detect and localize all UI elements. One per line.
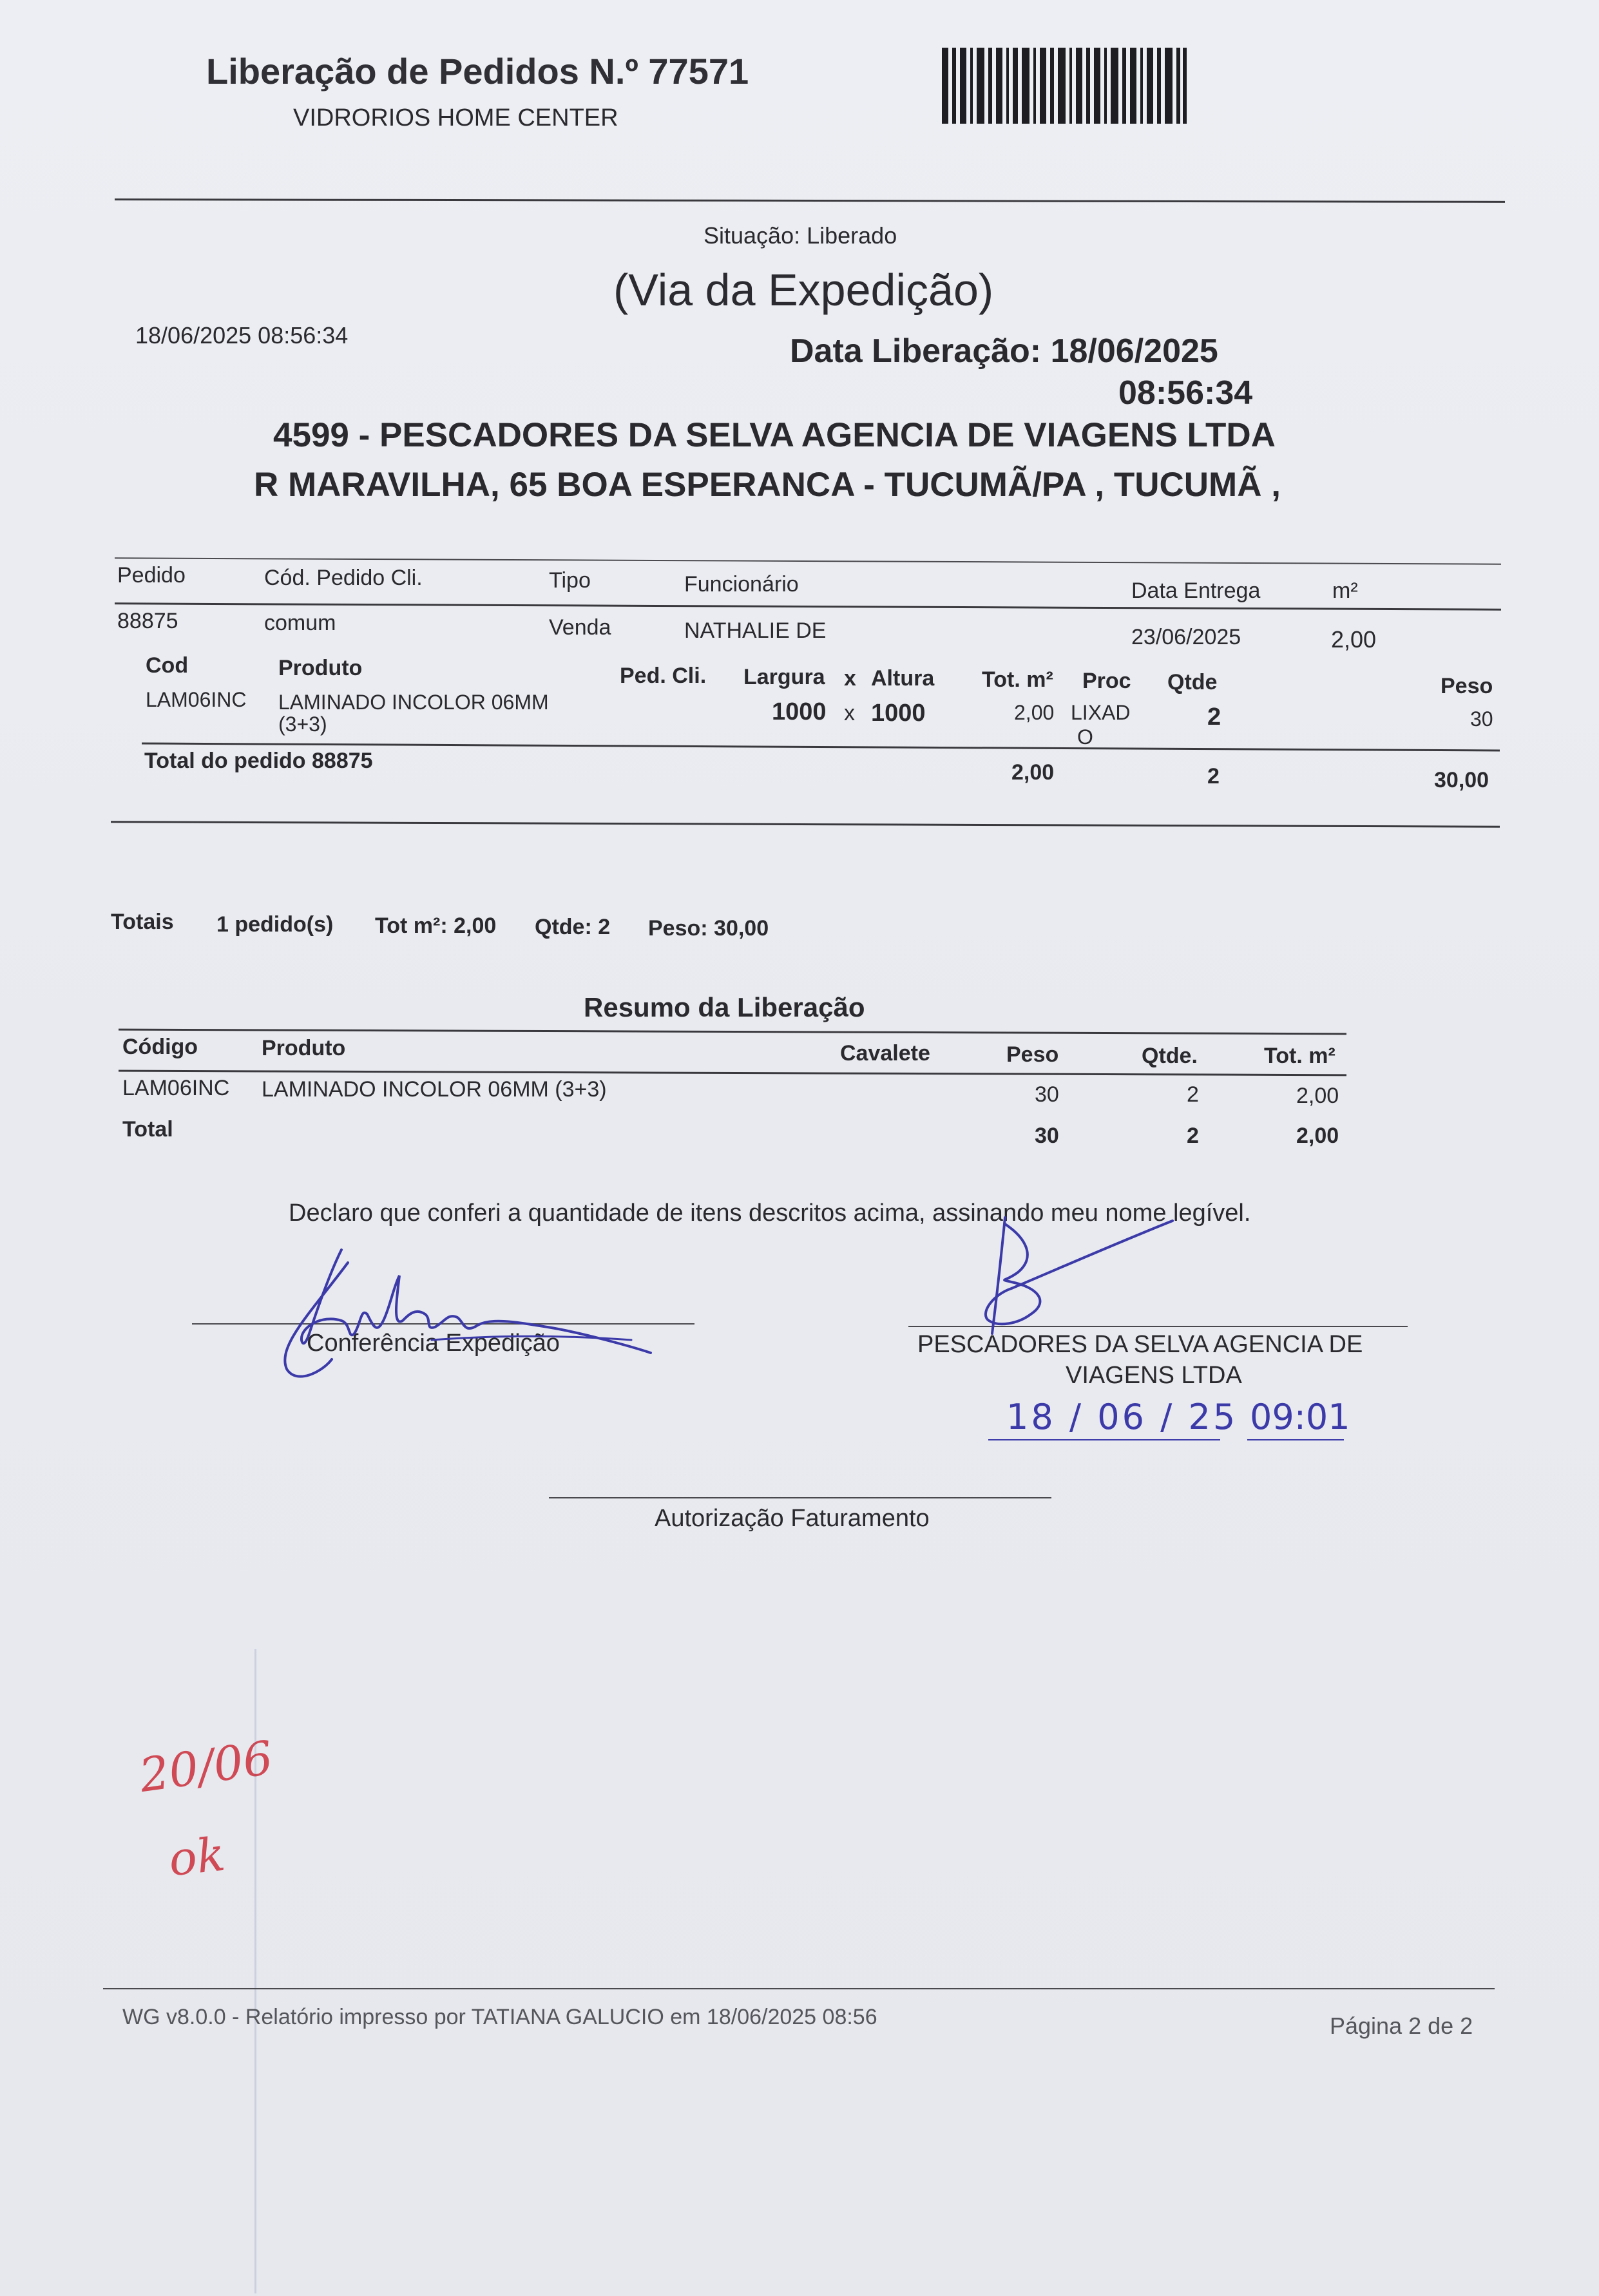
barcode	[942, 48, 1187, 124]
customer-address: R MARAVILHA, 65 BOA ESPERANCA - TUCUMÃ/PA , TUCUMÃ ,	[254, 466, 1281, 504]
summary-top-rule	[119, 1029, 1346, 1035]
header-divider	[115, 198, 1505, 203]
item-proc-line1: LIXAD	[1071, 701, 1131, 724]
order-m2: 2,00	[1331, 626, 1377, 653]
copy-label: (Via da Expedição)	[613, 265, 994, 315]
status-line: Situação: Liberado	[704, 222, 897, 249]
item-x: x	[844, 701, 855, 725]
order-pedido: 88875	[117, 609, 178, 633]
company-name: VIDRORIOS HOME CENTER	[293, 104, 618, 131]
left-signature-label: Conferência Expedição	[307, 1330, 560, 1357]
billing-label: Autorização Faturamento	[655, 1505, 930, 1532]
release-date: Data Liberação: 18/06/2025	[790, 332, 1218, 370]
item-header-proc: Proc	[1082, 669, 1131, 693]
summary-total-qtde: 2	[1187, 1124, 1199, 1148]
declaration-text: Declaro que conferi a quantidade de itens descritos acima, assinando meu nome legível.	[289, 1200, 1251, 1227]
summary-produto: LAMINADO INCOLOR 06MM (3+3)	[262, 1077, 607, 1102]
summary-qtde: 2	[1187, 1082, 1199, 1107]
item-header-cod: Cod	[146, 653, 189, 678]
customer-name: 4599 - PESCADORES DA SELVA AGENCIA DE VIAGENS LTDA	[273, 416, 1276, 454]
col-header-m2: m²	[1332, 579, 1358, 603]
item-altura: 1000	[871, 700, 926, 727]
totals-label: Totais	[111, 910, 174, 934]
totals-pedidos: 1 pedido(s)	[216, 912, 334, 937]
summary-tot-m2: 2,00	[1296, 1084, 1339, 1108]
item-header-produto: Produto	[278, 656, 363, 680]
summary-total-label: Total	[122, 1117, 173, 1142]
paper-fold-line	[254, 1649, 256, 2293]
handwritten-time: 09:01	[1250, 1397, 1350, 1437]
summary-total-tot-m2: 2,00	[1296, 1124, 1339, 1148]
item-header-altura: Altura	[871, 666, 935, 691]
col-header-funcionario: Funcionário	[684, 572, 799, 597]
item-header-largura: Largura	[743, 665, 825, 689]
summary-header-produto: Produto	[262, 1036, 346, 1060]
totals-qtde: Qtde: 2	[535, 915, 611, 939]
item-produto-line2: (3+3)	[278, 713, 327, 736]
summary-title: Resumo da Liberação	[584, 992, 865, 1022]
totals-peso: Peso: 30,00	[648, 916, 769, 941]
col-header-tipo: Tipo	[549, 568, 591, 593]
left-handwritten-signature	[271, 1237, 657, 1385]
release-time: 08:56:34	[1118, 374, 1253, 412]
summary-header-tot-m2: Tot. m²	[1264, 1044, 1336, 1068]
handwritten-time-underline	[1247, 1439, 1344, 1440]
footer-page: Página 2 de 2	[1330, 2013, 1473, 2039]
item-produto-line1: LAMINADO INCOLOR 06MM	[278, 691, 549, 714]
item-total-qtde: 2	[1207, 764, 1220, 789]
item-largura: 1000	[772, 698, 827, 725]
item-header-qtde: Qtde	[1167, 670, 1218, 694]
item-total-tot-m2: 2,00	[1011, 760, 1055, 785]
right-handwritten-signature	[966, 1211, 1179, 1346]
order-section-bottom	[111, 821, 1500, 828]
order-table-header-rule	[115, 602, 1501, 610]
handwritten-date: 18 / 06 / 25	[1006, 1397, 1238, 1437]
summary-header-cavalete: Cavalete	[840, 1041, 930, 1066]
item-total-label: Total do pedido 88875	[144, 749, 373, 773]
item-header-tot-m2: Tot. m²	[982, 667, 1053, 692]
footer-left: WG v8.0.0 - Relatório impresso por TATIANA GALUCIO em 18/06/2025 08:56	[122, 2005, 877, 2029]
summary-total-peso: 30	[1035, 1124, 1059, 1148]
summary-header-peso: Peso	[1006, 1042, 1059, 1067]
handwritten-date-underline	[988, 1439, 1220, 1440]
col-header-data-entrega: Data Entrega	[1131, 579, 1261, 603]
summary-codigo: LAM06INC	[122, 1076, 230, 1100]
item-header-ped-cli: Ped. Cli.	[620, 664, 707, 688]
margin-note-ok: ok	[166, 1826, 228, 1887]
order-funcionario: NATHALIE DE	[684, 618, 827, 643]
order-table-top	[115, 557, 1501, 564]
billing-signature-line	[549, 1497, 1051, 1498]
col-header-pedido: Pedido	[117, 563, 186, 588]
item-qtde: 2	[1207, 703, 1221, 731]
order-tipo: Venda	[549, 615, 611, 640]
summary-header-qtde: Qtde.	[1142, 1044, 1198, 1068]
print-datetime: 18/06/2025 08:56:34	[135, 322, 349, 349]
summary-peso: 30	[1035, 1082, 1059, 1107]
col-header-cod-pedido-cli: Cód. Pedido Cli.	[264, 566, 423, 590]
margin-note-date: 20/06	[136, 1730, 276, 1803]
summary-header-codigo: Código	[122, 1035, 198, 1059]
right-signature-label-line2: VIAGENS LTDA	[1066, 1362, 1242, 1389]
item-tot-m2: 2,00	[1014, 701, 1055, 724]
right-signature-label-line1: PESCADORES DA SELVA AGENCIA DE	[917, 1331, 1363, 1358]
item-total-peso: 30,00	[1434, 768, 1489, 792]
item-header-x: x	[844, 666, 856, 691]
order-cod-pedido-cli: comum	[264, 611, 336, 635]
item-proc-line2: O	[1077, 725, 1093, 749]
summary-header-rule	[119, 1070, 1346, 1076]
order-data-entrega: 23/06/2025	[1131, 625, 1241, 649]
totals-tot-m2: Tot m²: 2,00	[375, 914, 497, 938]
footer-rule	[103, 1988, 1495, 1989]
item-header-peso: Peso	[1441, 674, 1493, 698]
item-cod: LAM06INC	[146, 688, 247, 711]
item-peso: 30	[1470, 707, 1493, 731]
document-title: Liberação de Pedidos N.º 77571	[206, 51, 749, 91]
